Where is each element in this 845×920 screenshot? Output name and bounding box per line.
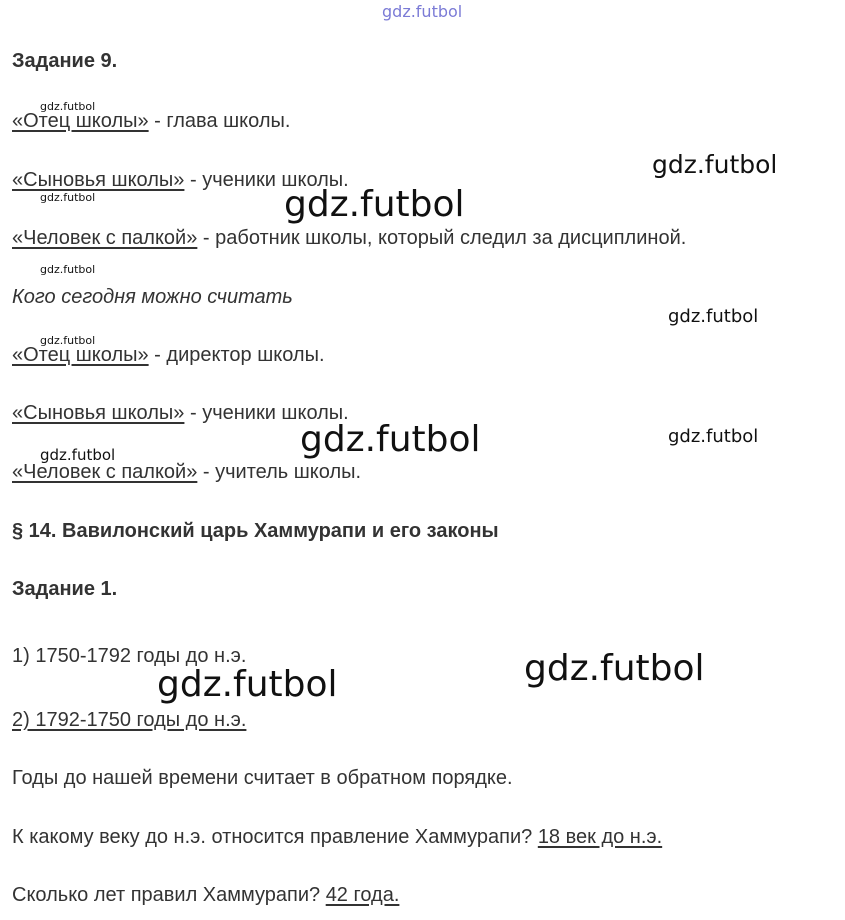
question-text: Сколько лет правил Хаммурапи?: [12, 884, 326, 906]
term-description: - глава школы.: [148, 110, 291, 132]
answer-description: - учитель школы.: [197, 461, 362, 483]
watermark-top: gdz.futbol: [382, 2, 463, 21]
task9-answer-1: [12, 343, 325, 367]
task9-title: Задание 9.: [12, 50, 118, 72]
watermark-xlarge: gdz.futbol: [300, 419, 481, 460]
term-man-with-stick: «Человек с палкой»: [12, 461, 198, 483]
answer-description: - ученики школы.: [184, 402, 349, 424]
answer-description: - директор школы.: [148, 344, 325, 366]
task9-answer-2: [12, 401, 349, 425]
term-father-of-school: «Отец школы»: [12, 110, 149, 132]
term-description: - работник школы, который следил за дисциплиной.: [197, 227, 687, 249]
watermark-xlarge: gdz.futbol: [157, 664, 338, 705]
task1-question-years: [12, 883, 399, 907]
paragraph-title: § 14. Вавилонский царь Хаммурапи и его законы: [12, 520, 499, 542]
term-description: - ученики школы.: [184, 169, 349, 191]
watermark-small: gdz.futbol: [40, 100, 96, 113]
task9-item-2: [12, 168, 349, 192]
term-father-of-school: «Отец школы»: [12, 344, 149, 366]
task1-question-century: [12, 825, 662, 849]
task9-answer-3: [12, 460, 361, 484]
answer-century: 18 век до н.э.: [537, 826, 663, 848]
term-sons-of-school: «Сыновья школы»: [12, 402, 185, 424]
watermark-xlarge: gdz.futbol: [524, 648, 705, 689]
watermark-small: gdz.futbol: [40, 263, 96, 276]
answer-years: 42 года.: [325, 884, 400, 906]
watermark-medium: gdz.futbol: [668, 426, 759, 447]
task9-item-3: [12, 226, 686, 250]
task1-option-2: 2) 1792-1750 годы до н.э.: [12, 709, 247, 731]
task1-title: Задание 1.: [12, 578, 118, 600]
watermark-small: gdz.futbol: [40, 446, 116, 464]
watermark-small: gdz.futbol: [40, 334, 96, 347]
question-text: К какому веку до н.э. относится правление Хаммурапи?: [12, 826, 538, 848]
watermark-xlarge: gdz.futbol: [284, 184, 465, 225]
watermark-medium: gdz.futbol: [668, 306, 759, 327]
task9-item-1: [12, 109, 290, 133]
task1-option-1: 1) 1750-1792 годы до н.э.: [12, 645, 247, 667]
task9-question: Кого сегодня можно считать: [12, 286, 293, 308]
task1-note: Годы до нашей времени считает в обратном порядке.: [12, 767, 513, 789]
term-sons-of-school: «Сыновья школы»: [12, 169, 185, 191]
watermark-small: gdz.futbol: [40, 191, 96, 204]
term-man-with-stick: «Человек с палкой»: [12, 227, 198, 249]
watermark-large: gdz.futbol: [652, 150, 778, 179]
